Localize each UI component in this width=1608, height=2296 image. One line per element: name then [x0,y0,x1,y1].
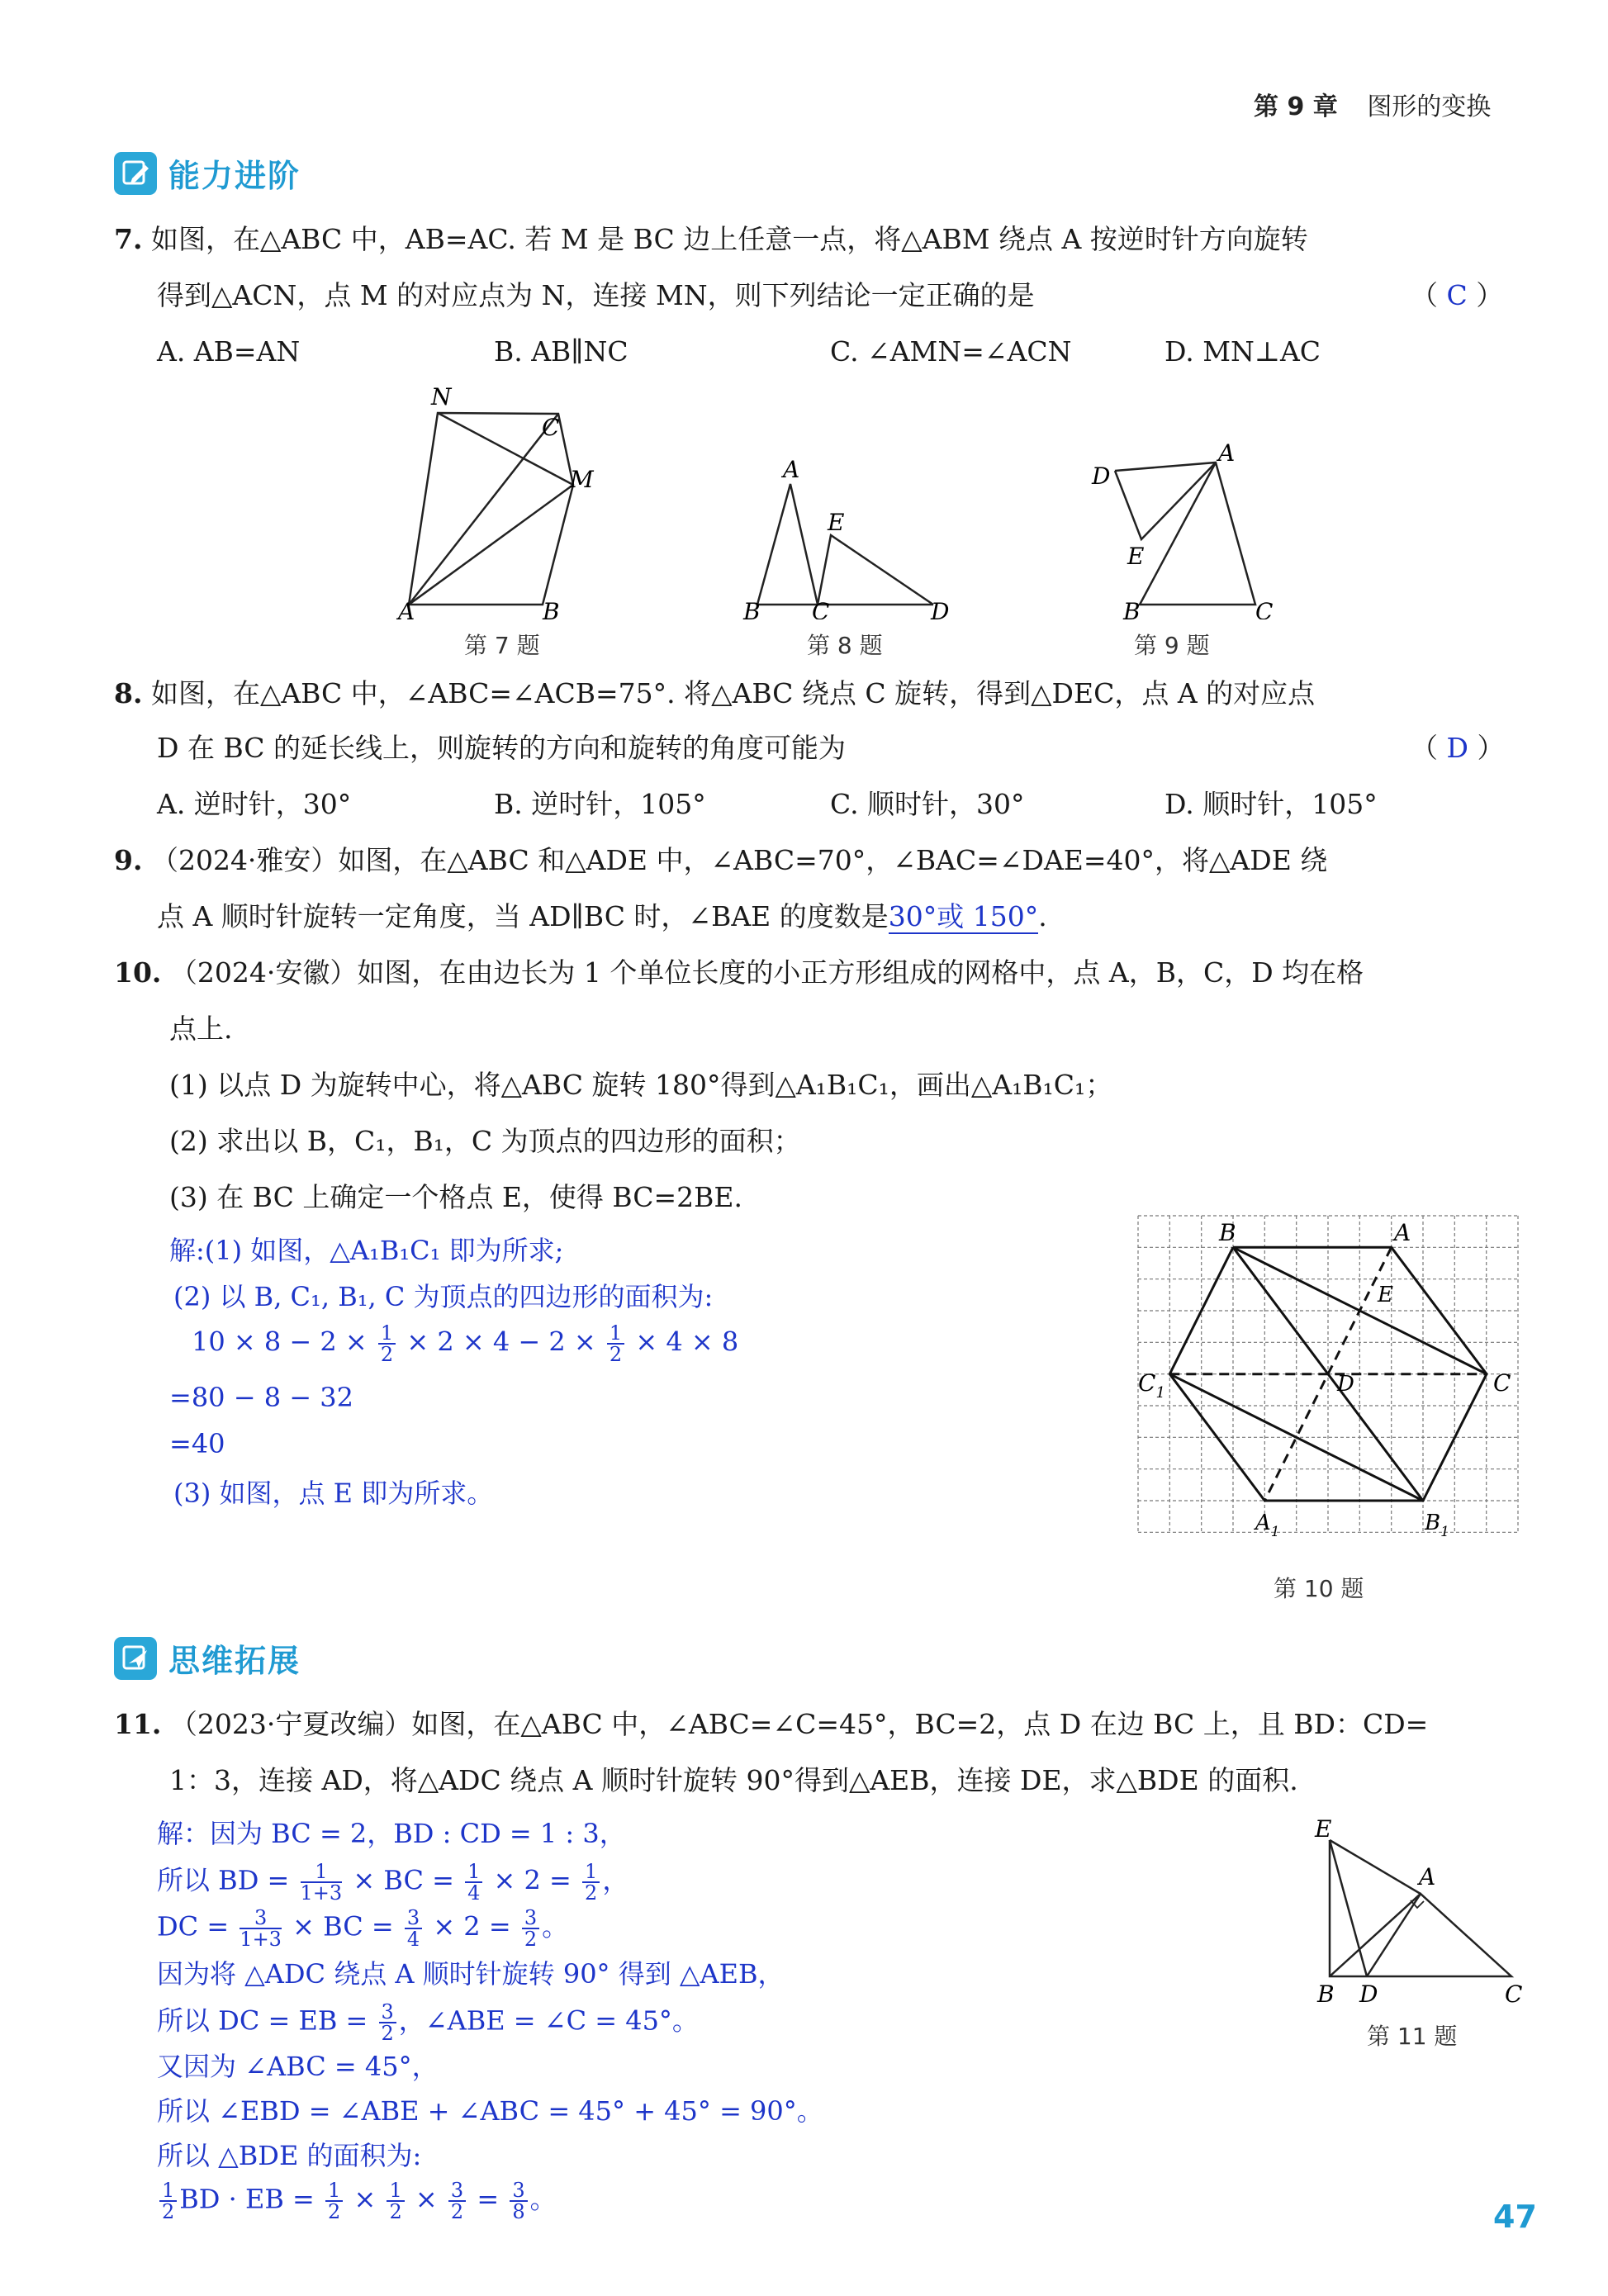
q10-solution-1: 解:(1) 如图，△A₁B₁C₁ 即为所求; [169,1235,564,1266]
fig11-label-E: E [1315,1815,1332,1843]
q8-option-c: C. 顺时针，30° [830,788,1025,820]
question-11-line-1: 11. （2023·宁夏改编）如图，在△ABC 中，∠ABC=∠C=45°，BC=2，点 D 在边 BC 上，且 BD：CD= [114,1708,1429,1740]
q7-option-d: D. MN⊥AC [1164,335,1321,368]
section-heading-ability [114,150,301,196]
fig9-label-E: E [1127,543,1145,570]
caption-fig-9: 第 9 题 [1134,632,1210,659]
q11-solution-9: $\frac{1}{2}$ BD · EB = $\frac{1}{2}$ × $\frac{1}{2}$ × $\frac{3}{2}$ = $\frac{3}{8}$ 。 [157,2180,557,2222]
question-8-line-1: 8. 如图，在△ABC 中，∠ABC=∠ACB=75°. 将△ABC 绕点 C 旋转，得到△DEC，点 A 的对应点 [114,677,1316,709]
question-7-answer: （ C ） [1411,279,1504,311]
fig8-label-B: B [743,598,761,619]
figure-7 [409,413,573,605]
q7-option-c: C. ∠AMN=∠ACN [830,335,1072,368]
figure-11 [1313,1815,1528,2014]
chapter-number: 第 9 章 [1254,93,1338,121]
caption-fig-11: 第 11 题 [1367,2023,1458,2050]
caption-fig-8: 第 8 题 [807,632,883,659]
fig7-label-A: A [398,598,415,619]
q10-solution-3: 10 × 8 − 2 × $\frac{1}{2}$ × 2 × 4 − 2 × $\frac{1}{2}$ × 4 × 8 [192,1321,739,1366]
fig7-label-M: M [570,466,594,493]
section-title-2: 思维拓展 [168,1643,301,1679]
fig8-label-E: E [828,509,845,536]
q11-solution-4: 因为将 △ADC 绕点 A 顺时针旋转 90° 得到 △AEB， [157,1958,785,1990]
page-number: 47 [1493,2199,1537,2235]
q10-solution-4: =80 − 8 − 32 [169,1382,353,1413]
fig7-label-C: C [542,414,560,441]
q8-option-d: D. 顺时针，105° [1164,788,1378,820]
caption-fig-7: 第 7 题 [464,632,540,659]
q11-solution-3: DC = $\frac{3}{1+3}$ × BC = $\frac{3}{4}$ × 2 = $\frac{3}{2}$ 。 [157,1906,569,1951]
fig7-label-N: N [431,383,452,410]
caption-fig-10: 第 10 题 [1274,1575,1364,1602]
fig10-label-E: E [1378,1283,1393,1307]
section-heading-thinking [114,1635,301,1681]
question-11-line-2: 1：3，连接 AD，将△ADC 绕点 A 顺时针旋转 90°得到△AEB，连接 DE，求△BDE 的面积. [169,1764,1298,1796]
question-10-line-1: 10. （2024·安徽）如图，在由边长为 1 个单位长度的小正方形组成的网格中，点 A，B，C，D 均在格 [114,956,1364,989]
q11-solution-6: 又因为 ∠ABC = 45°， [157,2051,439,2082]
fig10-label-B: B [1219,1219,1236,1246]
q8-option-b: B. 逆时针，105° [494,788,706,820]
chapter-header [1254,86,1491,122]
fig8-label-A: A [783,456,800,483]
paper-plane-icon [114,1637,157,1680]
question-10-line-2: 点上. [169,1013,233,1045]
q10-solution-2: (2) 以 B, C₁, B₁, C 为顶点的四边形的面积为: [173,1281,714,1312]
section-title: 能力进阶 [168,158,301,194]
figure-8 [757,484,933,605]
fig10-label-C1: $C_1$ [1138,1369,1165,1402]
question-7-line-2: 得到△ACN，点 M 的对应点为 N，连接 MN，则下列结论一定正确的是 [157,279,1035,311]
fig8-label-D: D [931,598,950,619]
fig11-label-A: A [1419,1863,1436,1890]
fig10-label-C: C [1493,1369,1511,1397]
question-7-line-1: 7. 如图，在△ABC 中，AB=AC. 若 M 是 BC 边上任意一点，将△ABM 绕点 A 按逆时针方向旋转 [114,223,1308,255]
q11-solution-8: 所以 △BDE 的面积为: [157,2140,422,2171]
fig10-label-D: D [1337,1372,1354,1397]
question-10-part-1: (1) 以点 D 为旋转中心，将△ABC 旋转 180°得到△A₁B₁C₁，画出△A₁B₁C₁； [169,1069,1113,1101]
fig10-label-A: A [1394,1219,1411,1246]
question-10-part-3: (3) 在 BC 上确定一个格点 E，使得 BC=2BE. [169,1181,742,1213]
question-8-line-2: D 在 BC 的延长线上，则旋转的方向和旋转的角度可能为 [157,732,847,764]
fig11-label-C: C [1505,1981,1523,2008]
fig10-label-A1: $A_1$ [1255,1511,1280,1540]
fig11-label-D: D [1359,1981,1378,2008]
q10-solution-5: =40 [169,1428,225,1459]
question-10-part-2: (2) 求出以 B，C₁，B₁，C 为顶点的四边形的面积； [169,1125,801,1157]
question-9-line-1: 9. （2024·雅安）如图，在△ABC 和△ADE 中，∠ABC=70°，∠BAC=∠DAE=40°，将△ADE 绕 [114,844,1328,876]
question-8-answer: （ D ） [1411,732,1505,764]
fig8-label-C: C [812,598,830,619]
figure-10-grid [1130,1207,1534,1571]
q7-option-b: B. AB∥NC [494,335,628,368]
fig9-label-B: B [1123,598,1141,619]
q8-option-a: A. 逆时针，30° [157,788,352,820]
q11-solution-2: 所以 BD = $\frac{1}{1+3}$ × BC = $\frac{1}{4}$ × 2 = $\frac{1}{2}$ ， [157,1860,629,1905]
q11-solution-1: 解：因为 BC = 2，BD : CD = 1 : 3， [157,1818,626,1849]
q11-solution-5: 所以 DC = EB = $\frac{3}{2}$ ，∠ABE = ∠C = 45°。 [157,2000,699,2045]
question-9-line-2: 点 A 顺时针旋转一定角度，当 AD∥BC 时，∠BAE 的度数是30°或 150°. [157,900,1047,932]
q11-solution-7: 所以 ∠EBD = ∠ABE + ∠ABC = 45° + 45° = 90°。 [157,2095,823,2127]
fig9-label-D: D [1092,463,1111,490]
fig11-label-B: B [1317,1981,1335,2008]
fig9-label-A: A [1218,439,1236,467]
q7-option-a: A. AB=AN [157,335,301,368]
pencil-note-icon [114,152,157,195]
chapter-topic: 图形的变换 [1367,93,1492,121]
fig9-label-C: C [1255,598,1274,619]
q10-solution-6: (3) 如图，点 E 即为所求。 [173,1478,494,1509]
figure-9 [1115,463,1255,605]
fig10-label-B1: $B_1$ [1425,1511,1449,1540]
fig7-label-B: B [543,598,560,619]
figures-7-8-9 [380,380,1288,619]
question-9-answer: 30°或 150° [888,900,1039,932]
